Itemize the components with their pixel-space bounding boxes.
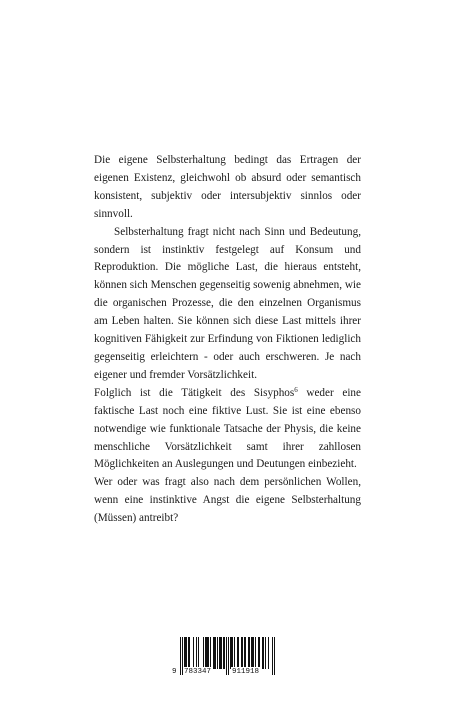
isbn-barcode [171,637,279,679]
barcode-bar [230,637,231,669]
barcode-bar [259,637,260,669]
barcode-bar [198,637,199,669]
paragraph-4: Wer oder was fragt also nach dem persönlichen Wollen, wenn eine instinktive Angst die eigene Selbsterhaltung (Müssen) antreibt? [94,476,361,525]
barcode-bar [262,637,263,669]
barcode-bar [255,637,256,669]
barcode-bar [231,637,232,669]
barcode-bar [245,637,246,669]
barcode-bar [237,637,238,669]
barcode-bar [223,637,224,669]
barcode-bar [184,637,185,669]
barcode-bar [241,637,242,669]
barcode-bar [196,637,197,669]
barcode-bar [206,637,207,669]
barcode-bar [185,637,186,669]
barcode-bar [258,637,259,669]
barcode-bar [215,637,216,669]
paragraph-3-end: weder eine faktische Last noch eine fiktive Lust. Sie ist eine ebenso notwendige wie funktionale Tatsache der Physis, die keine menschliche Vorsätzlichkeit samt ihrer zahllosen Möglichkeiten an Auslegungen und Deutungen einbezieht. [94,386,361,471]
footnote-mark[interactable]: 6 [294,385,298,394]
barcode-bar [220,637,221,669]
barcode-bar [263,637,264,669]
barcode-bar [253,637,254,669]
barcode-bar [189,637,190,669]
barcode-bar [203,637,204,669]
barcode-bar [217,637,218,669]
barcode-bar [207,637,208,669]
barcode-bar [252,637,253,669]
barcode-bar [244,637,245,669]
barcode-bar [188,637,189,669]
barcode-bar [186,637,187,669]
barcode-bar [221,637,222,669]
paragraph-3-start: Folglich ist die Tätigkeit des Sisyphos [94,386,295,399]
barcode-bar [205,637,206,669]
barcode-bar [210,637,211,669]
paragraph-1: Die eigene Selbsterhaltung bedingt das Ertragen der eigenen Existenz, gleichwohl ob absurd oder semantisch konsistent, subjektiv oder intersubjektiv sinnlos oder sinnvoll. [94,154,361,220]
barcode-numbers [171,667,279,679]
barcode-bar [268,637,269,669]
barcode-bar [251,637,252,669]
barcode-bar [265,637,266,669]
body-text [94,152,361,528]
barcode-bar [234,637,235,669]
barcode-bar [238,637,239,669]
barcode-bar [224,637,225,669]
paragraph-2: Selbsterhaltung fragt nicht nach Sinn und Bedeutung, sondern ist instinktiv festgelegt auf Konsum und Reproduktion. Die mögliche Last, die hieraus entsteht, können sich Menschen gegenseitig sowenig abnehmen, wie die organischen Prozesse, die den einzelnen Organismus am Leben halten. Sie können sich diese Last mittels ihrer kognitiven Fähigkeit zur Erfindung von Fiktionen lediglich gegenseitig erleichtern - oder auch erschweren. Je nach eigener und fremder Vorsätzlichkeit. [94,225,361,381]
barcode-first-digit: 9 [172,668,177,676]
barcode-bar [214,637,215,669]
barcode-bar [219,637,220,669]
barcode-bar [193,637,194,669]
barcode-bar [242,637,243,669]
barcode-bar [213,637,214,669]
barcode-left-group: 783347 [184,668,212,676]
barcode-bar [248,637,249,669]
barcode-right-group: 911918 [232,668,260,676]
barcode-bar [232,637,233,669]
barcode-bar [208,637,209,669]
barcode-bar [249,637,250,669]
paragraph-3 [94,385,361,475]
